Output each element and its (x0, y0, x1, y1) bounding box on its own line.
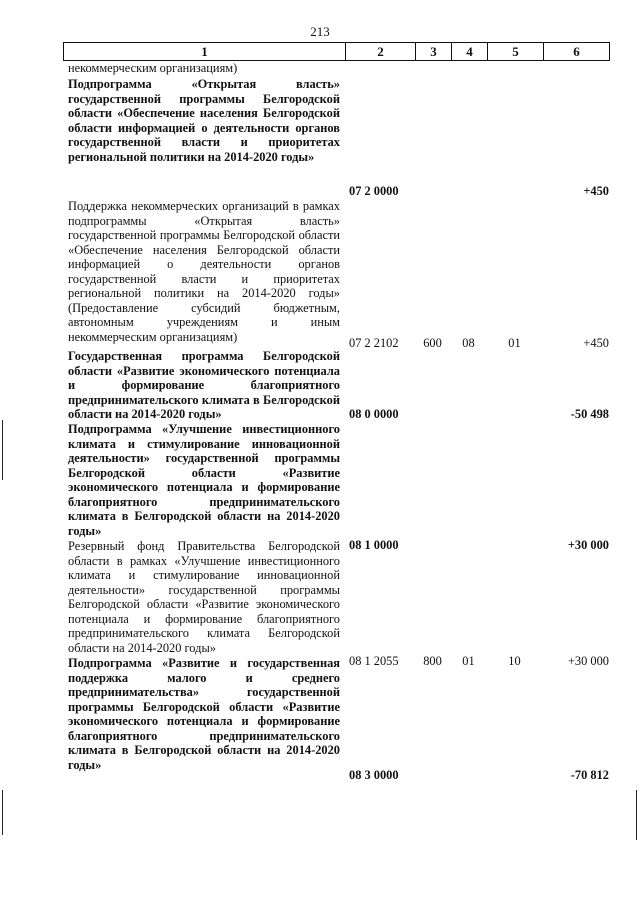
row-col-4: 08 (462, 336, 475, 350)
row-code: 08 1 0000 (349, 538, 399, 552)
header-col-1: 1 (201, 44, 208, 59)
scan-edge-mark (2, 790, 3, 835)
table-header-row (63, 42, 610, 61)
row-col-3: 600 (423, 336, 442, 350)
row-code: 07 2 0000 (349, 184, 399, 198)
page-number: 213 (310, 24, 330, 39)
header-col-3: 3 (415, 43, 451, 60)
row-col-5: 10 (508, 654, 521, 668)
budget-table (63, 42, 610, 782)
row-description: Поддержка некоммерческих организаций в рамках подпрограммы «Открытая власть» государственной программы Белгородской области «Обеспечение населения Белгородской области информацией о деятельности органов государственной власти и приоритетах региональной политики на 2014-2020 годы» (Предоставление субсидий бюджетным, автономным учреждениям и иным некоммерческим организациям) (68, 199, 340, 344)
row-amount: +450 (583, 336, 609, 350)
header-col-5: 5 (487, 43, 543, 60)
row-amount: -50 498 (570, 407, 609, 421)
row-amount: +30 000 (567, 538, 609, 552)
row-amount: +450 (583, 184, 609, 198)
row-description: Подпрограмма «Улучшение инвестиционного климата и стимулирование инновационной деятельности» государственной программы Белгородской области «Развитие экономического потенциала и формирование благоприятного предпринимательского климата в Белгородской области на 2014-2020 годы» (68, 422, 340, 538)
row-amount: -70 812 (570, 768, 609, 782)
row-col-5: 01 (508, 336, 521, 350)
header-col-6: 6 (543, 43, 609, 60)
row-description: некоммерческим организациям) (68, 61, 238, 75)
row-col-3: 800 (423, 654, 442, 668)
scan-edge-mark (636, 790, 637, 840)
row-description: Резервный фонд Правительства Белгородской области в рамках «Улучшение инвестиционного климата и стимулирование инновационной деятельности» государственной программы Белгородской области «Развитие экономического потенциала и формирование благоприятного предпринимательского климата Белгородской области на 2014-2020 годы» (68, 539, 340, 655)
row-description: Подпрограмма «Открытая власть» государственной программы Белгородской области «Обеспечение населения Белгородской области информацией о деятельности органов государственной власти и приоритетах региональной политики на 2014-2020 годы» (68, 77, 340, 164)
scan-edge-mark (2, 420, 3, 480)
row-code: 08 3 0000 (349, 768, 399, 782)
row-code: 08 0 0000 (349, 407, 399, 421)
row-description: Государственная программа Белгородской области «Развитие экономического потенциала и формирование благоприятного предпринимательского климата в Белгородской области на 2014-2020 годы» (68, 349, 340, 421)
header-col-4: 4 (451, 43, 487, 60)
row-col-4: 01 (462, 654, 475, 668)
row-amount: +30 000 (567, 654, 609, 668)
header-col-2: 2 (345, 43, 415, 60)
row-code: 07 2 2102 (349, 336, 399, 350)
row-description: Подпрограмма «Развитие и государственная поддержка малого и среднего предпринимательства» государственной программы Белгородской области «Развитие экономического потенциала и формирование благоприятного предпринимательского климата в Белгородской области на 2014-2020 годы» (68, 656, 340, 772)
row-code: 08 1 2055 (349, 654, 399, 668)
